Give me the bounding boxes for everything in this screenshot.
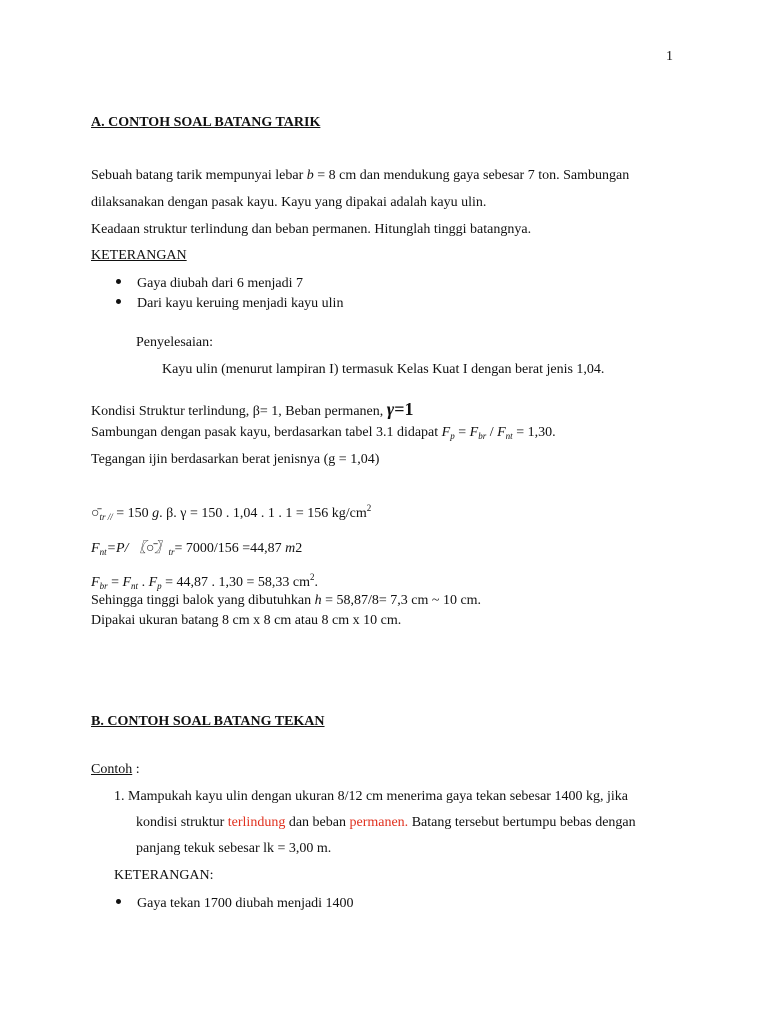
penyelesaian-label: Penyelesaian: — [136, 335, 213, 350]
bullet-dot-icon — [116, 899, 121, 904]
item1-line-1: 1. Mampukah kayu ulin dengan ukuran 8/12 cm menerima gaya tekan sebesar 1400 kg, jika — [114, 789, 628, 804]
fbr-formula: $F_{br} = F_{nt}$ . $F_p = 44,87$ . 1,30 = 58,33 $cm^2$. — [91, 572, 319, 591]
sigma-formula: $○̄_{tr //} = 150$ g. β. γ = 150 . 1,04 . 1 . 1 = 156 $kg/cm^2$ — [91, 503, 372, 522]
bullet-item-b1: Gaya tekan 1700 diubah menjadi 1400 — [116, 896, 354, 912]
dipakai-line: Dipakai ukuran batang 8 cm x 8 cm atau 8 cm x 10 cm. — [91, 613, 402, 628]
bullet-dot-icon — [116, 279, 121, 284]
tegangan-line: Tegangan ijin berdasarkan berat jenisnya (g = 1,04) — [91, 452, 380, 467]
problem-line-1: Sebuah batang tarik mempunyai lebar b = 8 cm dan mendukung gaya sebesar 7 ton. Sambungan — [91, 168, 630, 183]
section-b-heading: B. CONTOH SOAL BATANG TEKAN — [91, 714, 325, 729]
bullet-item-1: Gaya diubah dari 6 menjadi 7 — [116, 276, 303, 292]
keterangan-b: KETERANGAN: — [114, 868, 214, 883]
kondisi-line: Kondisi Struktur terlindung, β= 1, Beban permanen, γ=1 — [91, 399, 414, 419]
problem-line-2: dilaksanakan dengan pasak kayu. Kayu yang dipakai adalah kayu ulin. — [91, 195, 487, 210]
kelas-kuat-line: Kayu ulin (menurut lampiran I) termasuk Kelas Kuat I dengan berat jenis 1,04. — [162, 362, 605, 377]
keterangan-a: KETERANGAN — [91, 248, 187, 263]
problem-line-3: Keadaan struktur terlindung dan beban permanen. Hitunglah tinggi batangnya. — [91, 222, 532, 237]
bullet-item-2: Dari kayu keruing menjadi kayu ulin — [116, 296, 343, 312]
section-a-heading: A. CONTOH SOAL BATANG TARIK — [91, 115, 321, 130]
sambungan-line: Sambungan dengan pasak kayu, berdasarkan tabel 3.1 didapat $F_p = F_{br} / F_{nt} = 1,30$. — [91, 425, 556, 441]
contoh-label: Contoh : — [91, 762, 140, 777]
item1-line-2: kondisi struktur terlindung dan beban permanen. Batang tersebut bertumpu bebas dengan — [136, 815, 636, 830]
item1-line-3: panjang tekuk sebesar lk = 3,00 m. — [136, 841, 332, 856]
bullet-dot-icon — [116, 299, 121, 304]
fnt-formula: $F_{nt}=P/$ 〖○̄〗$_{tr}$= 7000/156 =44,87 m2 — [91, 541, 303, 557]
page-number: 1 — [666, 49, 673, 64]
tinggi-line: Sehingga tinggi balok yang dibutuhkan h = 58,87/8= 7,3 cm ~ 10 cm. — [91, 593, 482, 608]
